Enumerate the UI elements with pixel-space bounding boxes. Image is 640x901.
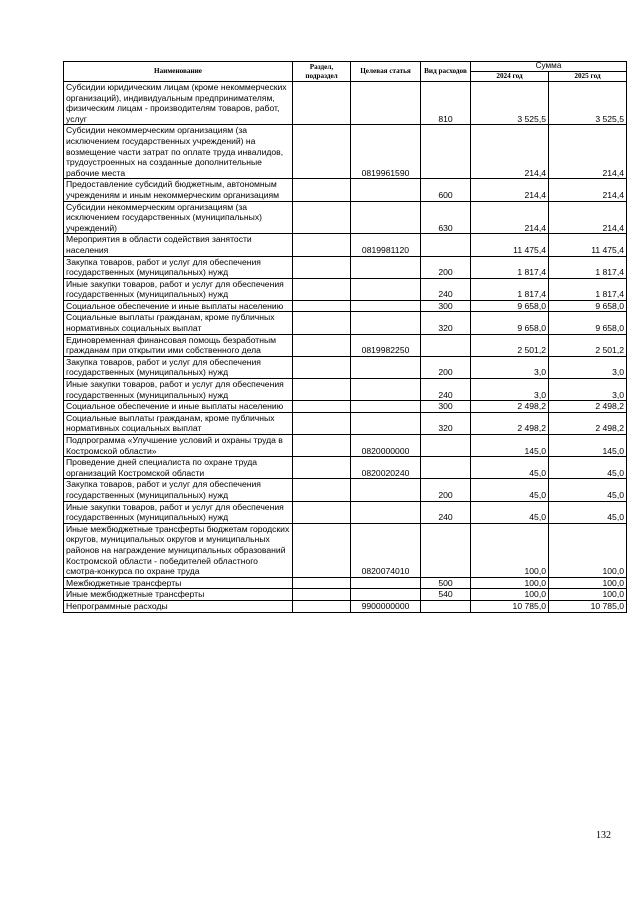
row-razdel — [293, 256, 351, 278]
row-sum-2025: 214,4 — [549, 201, 627, 234]
row-tselevaya: 9900000000 — [351, 600, 421, 612]
table-row — [64, 600, 627, 612]
row-sum-2025: 10 785,0 — [549, 600, 627, 612]
row-sum-2024: 3,0 — [471, 379, 549, 401]
row-sum-2024: 2 501,2 — [471, 334, 549, 356]
table-row — [64, 201, 627, 234]
row-name: Межбюджетные трансферты — [64, 577, 293, 589]
row-name: Единовременная финансовая помощь безработным гражданам при открытии ими собственного дела — [64, 334, 293, 356]
row-tselevaya: 0819982250 — [351, 334, 421, 356]
row-sum-2024: 45,0 — [471, 479, 549, 501]
row-razdel — [293, 234, 351, 256]
header-year-2024: 2024 год — [471, 72, 549, 82]
table-row — [64, 435, 627, 457]
row-tselevaya — [351, 401, 421, 413]
row-razdel — [293, 201, 351, 234]
row-vid — [421, 600, 471, 612]
row-sum-2025: 2 498,2 — [549, 401, 627, 413]
table-row — [64, 401, 627, 413]
row-razdel — [293, 457, 351, 479]
row-name: Социальное обеспечение и иные выплаты населению — [64, 300, 293, 312]
table-row — [64, 379, 627, 401]
row-name: Субсидии некоммерческим организациям (за исключением государственных учреждений) на возмещение части затрат по оплате труда инвалидов, трудоустроенных на созданные дополнительные рабочие места — [64, 125, 293, 179]
table-row — [64, 523, 627, 577]
row-sum-2025: 100,0 — [549, 589, 627, 601]
row-sum-2025: 3,0 — [549, 356, 627, 378]
header-razdel: Раздел, подраздел — [293, 62, 351, 82]
table-row — [64, 577, 627, 589]
row-name: Мероприятия в области содействия занятости населения — [64, 234, 293, 256]
table-row — [64, 312, 627, 334]
row-vid: 300 — [421, 300, 471, 312]
row-razdel — [293, 523, 351, 577]
row-name: Непрограммные расходы — [64, 600, 293, 612]
table-row — [64, 501, 627, 523]
table-row — [64, 234, 627, 256]
row-tselevaya — [351, 82, 421, 125]
table-row — [64, 125, 627, 179]
row-vid: 600 — [421, 179, 471, 201]
row-vid: 240 — [421, 278, 471, 300]
row-tselevaya — [351, 501, 421, 523]
row-sum-2024: 1 817,4 — [471, 256, 549, 278]
row-sum-2024: 1 817,4 — [471, 278, 549, 300]
row-razdel — [293, 589, 351, 601]
row-tselevaya — [351, 179, 421, 201]
row-tselevaya: 0819981120 — [351, 234, 421, 256]
row-razdel — [293, 435, 351, 457]
row-razdel — [293, 125, 351, 179]
row-sum-2024: 100,0 — [471, 523, 549, 577]
row-name: Иные закупки товаров, работ и услуг для обеспечения государственных (муниципальных) нужд — [64, 501, 293, 523]
table-row — [64, 334, 627, 356]
row-sum-2025: 3 525,5 — [549, 82, 627, 125]
row-tselevaya — [351, 577, 421, 589]
row-vid: 320 — [421, 412, 471, 434]
row-vid — [421, 234, 471, 256]
row-razdel — [293, 312, 351, 334]
row-tselevaya — [351, 312, 421, 334]
header-year-2025: 2025 год — [549, 72, 627, 82]
row-vid: 300 — [421, 401, 471, 413]
row-tselevaya: 0820020240 — [351, 457, 421, 479]
row-tselevaya: 0820074010 — [351, 523, 421, 577]
row-vid: 240 — [421, 379, 471, 401]
row-vid: 810 — [421, 82, 471, 125]
row-tselevaya — [351, 300, 421, 312]
row-name: Социальное обеспечение и иные выплаты населению — [64, 401, 293, 413]
row-sum-2025: 11 475,4 — [549, 234, 627, 256]
row-sum-2024: 145,0 — [471, 435, 549, 457]
row-tselevaya — [351, 479, 421, 501]
row-vid: 540 — [421, 589, 471, 601]
header-vid: Вид расходов — [421, 62, 471, 82]
table-row — [64, 278, 627, 300]
table-row — [64, 356, 627, 378]
row-vid: 200 — [421, 256, 471, 278]
row-sum-2025: 1 817,4 — [549, 278, 627, 300]
row-razdel — [293, 479, 351, 501]
row-sum-2024: 10 785,0 — [471, 600, 549, 612]
row-tselevaya — [351, 589, 421, 601]
row-tselevaya — [351, 256, 421, 278]
row-name: Проведение дней специалиста по охране труда организаций Костромской области — [64, 457, 293, 479]
row-razdel — [293, 278, 351, 300]
row-name: Закупка товаров, работ и услуг для обеспечения государственных (муниципальных) нужд — [64, 356, 293, 378]
table-row — [64, 589, 627, 601]
row-tselevaya — [351, 379, 421, 401]
row-name: Социальные выплаты гражданам, кроме публичных нормативных социальных выплат — [64, 412, 293, 434]
row-razdel — [293, 300, 351, 312]
row-sum-2024: 3,0 — [471, 356, 549, 378]
row-sum-2025: 214,4 — [549, 125, 627, 179]
row-name: Подпрограмма «Улучшение условий и охраны труда в Костромской области» — [64, 435, 293, 457]
table-row — [64, 256, 627, 278]
row-sum-2025: 145,0 — [549, 435, 627, 457]
row-name: Иные межбюджетные трансферты бюджетам городских округов, муниципальных округов и муниципальных районов на награждение муниципальных образований Костромской области - победителей областного смотра-конкурса по охране труда — [64, 523, 293, 577]
row-sum-2024: 11 475,4 — [471, 234, 549, 256]
table-row — [64, 457, 627, 479]
row-razdel — [293, 356, 351, 378]
table-row — [64, 300, 627, 312]
row-name: Закупка товаров, работ и услуг для обеспечения государственных (муниципальных) нужд — [64, 479, 293, 501]
row-name: Субсидии юридическим лицам (кроме некоммерческих организаций), индивидуальным предпринимателям, физическим лицам - производителям товаров, работ, услуг — [64, 82, 293, 125]
row-vid: 200 — [421, 479, 471, 501]
row-sum-2025: 45,0 — [549, 479, 627, 501]
row-vid — [421, 125, 471, 179]
header-name: Наименование — [64, 62, 293, 82]
row-vid — [421, 523, 471, 577]
row-sum-2025: 45,0 — [549, 457, 627, 479]
row-vid — [421, 334, 471, 356]
header-summa: Сумма — [471, 62, 627, 72]
row-sum-2024: 9 658,0 — [471, 300, 549, 312]
row-sum-2024: 45,0 — [471, 457, 549, 479]
row-sum-2024: 2 498,2 — [471, 401, 549, 413]
table-body — [64, 82, 627, 613]
header-tselevaya: Целевая статья — [351, 62, 421, 82]
row-sum-2025: 100,0 — [549, 523, 627, 577]
row-sum-2025: 214,4 — [549, 179, 627, 201]
row-razdel — [293, 577, 351, 589]
row-vid — [421, 457, 471, 479]
page-number: 132 — [596, 830, 611, 841]
row-vid: 320 — [421, 312, 471, 334]
row-sum-2024: 214,4 — [471, 201, 549, 234]
row-razdel — [293, 379, 351, 401]
row-name: Предоставление субсидий бюджетным, автономным учреждениям и иным некоммерческим организациям — [64, 179, 293, 201]
row-vid — [421, 435, 471, 457]
row-sum-2024: 214,4 — [471, 125, 549, 179]
row-tselevaya — [351, 356, 421, 378]
row-sum-2024: 100,0 — [471, 577, 549, 589]
row-sum-2024: 9 658,0 — [471, 312, 549, 334]
table-row — [64, 479, 627, 501]
table-row — [64, 179, 627, 201]
row-sum-2025: 2 498,2 — [549, 412, 627, 434]
row-tselevaya: 0820000000 — [351, 435, 421, 457]
row-razdel — [293, 501, 351, 523]
row-razdel — [293, 179, 351, 201]
row-sum-2024: 3 525,5 — [471, 82, 549, 125]
row-vid: 200 — [421, 356, 471, 378]
row-sum-2024: 100,0 — [471, 589, 549, 601]
row-sum-2025: 100,0 — [549, 577, 627, 589]
budget-table — [63, 61, 627, 613]
row-tselevaya — [351, 201, 421, 234]
row-razdel — [293, 412, 351, 434]
row-vid: 630 — [421, 201, 471, 234]
row-sum-2025: 2 501,2 — [549, 334, 627, 356]
row-razdel — [293, 334, 351, 356]
row-sum-2025: 45,0 — [549, 501, 627, 523]
table-row — [64, 82, 627, 125]
row-vid: 500 — [421, 577, 471, 589]
row-name: Иные закупки товаров, работ и услуг для обеспечения государственных (муниципальных) нужд — [64, 278, 293, 300]
row-vid: 240 — [421, 501, 471, 523]
row-name: Иные межбюджетные трансферты — [64, 589, 293, 601]
row-sum-2025: 9 658,0 — [549, 300, 627, 312]
row-name: Субсидии некоммерческим организациям (за исключением государственных (муниципальных) учреждений) — [64, 201, 293, 234]
row-name: Иные закупки товаров, работ и услуг для обеспечения государственных (муниципальных) нужд — [64, 379, 293, 401]
table-row — [64, 412, 627, 434]
row-tselevaya: 0819961590 — [351, 125, 421, 179]
row-name: Социальные выплаты гражданам, кроме публичных нормативных социальных выплат — [64, 312, 293, 334]
row-razdel — [293, 82, 351, 125]
row-razdel — [293, 401, 351, 413]
row-sum-2025: 1 817,4 — [549, 256, 627, 278]
row-tselevaya — [351, 278, 421, 300]
row-name: Закупка товаров, работ и услуг для обеспечения государственных (муниципальных) нужд — [64, 256, 293, 278]
row-sum-2024: 2 498,2 — [471, 412, 549, 434]
row-razdel — [293, 600, 351, 612]
row-sum-2025: 9 658,0 — [549, 312, 627, 334]
row-sum-2024: 214,4 — [471, 179, 549, 201]
row-sum-2024: 45,0 — [471, 501, 549, 523]
row-sum-2025: 3,0 — [549, 379, 627, 401]
row-tselevaya — [351, 412, 421, 434]
